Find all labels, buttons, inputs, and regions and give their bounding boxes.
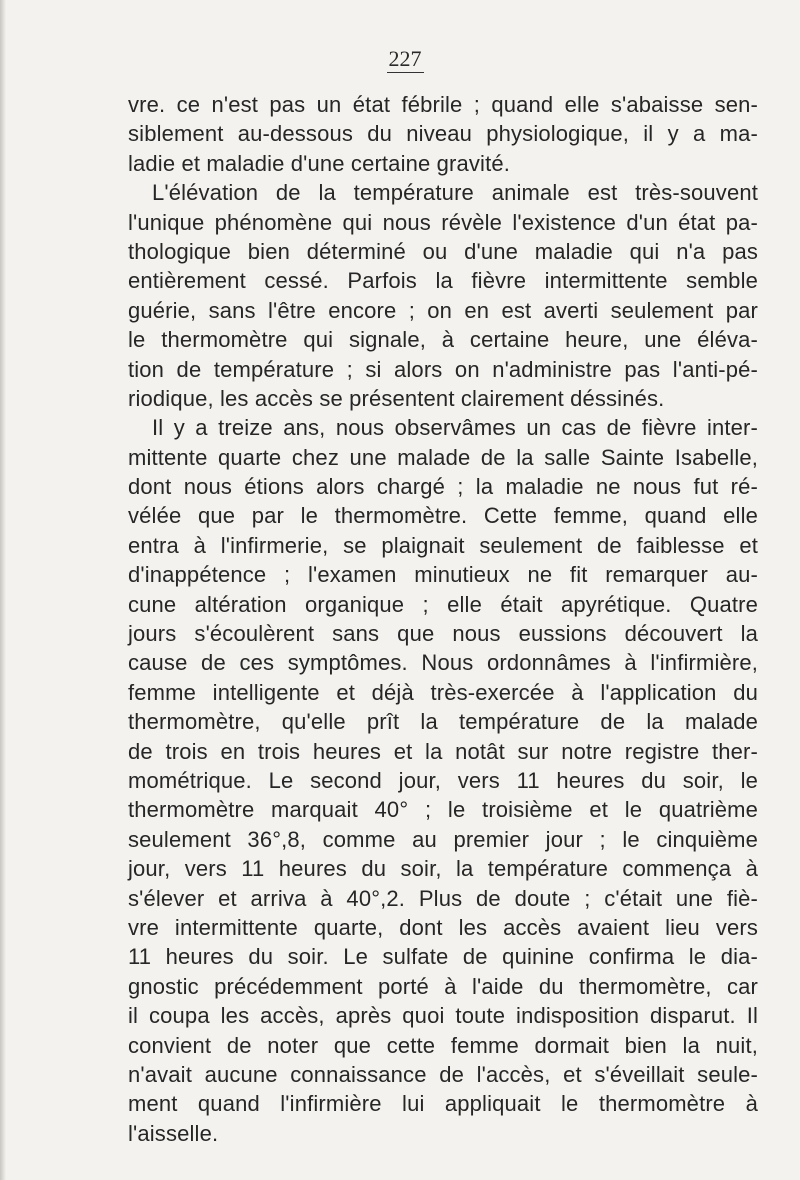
body-text (128, 90, 758, 1148)
text-line: jour, vers 11 heures du soir, la température commença à (128, 856, 758, 882)
text-line: siblement au-dessous du niveau physiologique, il y a ma- (128, 121, 758, 147)
text-line: entièrement cessé. Parfois la fièvre intermittente semble (128, 268, 758, 294)
text-line: tion de température ; si alors on n'administre pas l'anti-pé- (128, 356, 758, 382)
text-line: convient de noter que cette femme dormait bien la nuit, (128, 1032, 758, 1058)
text-line: guérie, sans l'être encore ; on en est averti seulement par (128, 297, 758, 323)
text-line: entra à l'infirmerie, se plaignait seulement de faiblesse et (128, 532, 758, 558)
text-line: vélée que par le thermomètre. Cette femme, quand elle (128, 503, 758, 529)
text-line: vre intermittente quarte, dont les accès avaient lieu vers (128, 914, 758, 940)
text-line: thermomètre marquait 40° ; le troisième et le quatrième (128, 797, 758, 823)
text-line: il coupa les accès, après quoi toute indisposition disparut. Il (128, 1003, 758, 1029)
text-line: seulement 36°,8, comme au premier jour ; le cinquième (128, 826, 758, 852)
text-line: mométrique. Le second jour, vers 11 heures du soir, le (128, 767, 758, 793)
text-line: jours s'écoulèrent sans que nous eussions découvert la (128, 621, 758, 647)
text-line: n'avait aucune connaissance de l'accès, et s'éveillait seule- (128, 1061, 758, 1087)
page-number-text: 227 (388, 46, 422, 71)
text-line: 11 heures du soir. Le sulfate de quinine confirma le dia- (128, 944, 758, 970)
text-line: l'unique phénomène qui nous révèle l'existence d'un état pa- (128, 209, 758, 235)
text-line: riodique, les accès se présentent clairement déssinés. (128, 385, 665, 411)
text-line: l'aisselle. (128, 1120, 219, 1146)
text-line: vre. ce n'est pas un état fébrile ; quand elle s'abaisse sen- (128, 92, 758, 117)
text-line: mittente quarte chez une malade de la salle Sainte Isabelle, (128, 444, 758, 470)
text-line: cune altération organique ; elle était apyrétique. Quatre (128, 591, 758, 617)
text-line: thologique bien déterminé ou d'une maladie qui n'a pas (128, 238, 758, 264)
text-line: de trois en trois heures et la notât sur notre registre ther- (128, 738, 758, 764)
text-line: gnostic précédemment porté à l'aide du thermomètre, car (128, 973, 758, 999)
text-line: L'élévation de la température animale est très-souvent (152, 180, 758, 206)
text-line: le thermomètre qui signale, à certaine heure, une éléva- (128, 327, 758, 353)
page-number (0, 46, 800, 73)
text-line: femme intelligente et déjà très-exercée à l'application du (128, 679, 758, 705)
page-binding-shadow (0, 0, 6, 1180)
text-line: ment quand l'infirmière lui appliquait le thermomètre à (128, 1091, 758, 1117)
text-line: thermomètre, qu'elle prît la température de la malade (128, 709, 758, 735)
text-line: dont nous étions alors chargé ; la maladie ne nous fut ré- (128, 474, 758, 500)
text-line: Il y a treize ans, nous observâmes un cas de fièvre inter- (152, 415, 758, 441)
text-line: ladie et maladie d'une certaine gravité. (128, 150, 510, 176)
text-line: s'élever et arriva à 40°,2. Plus de doute ; c'était une fiè- (128, 885, 758, 911)
text-line: d'inappétence ; l'examen minutieux ne fit remarquer au- (128, 562, 758, 588)
text-line: cause de ces symptômes. Nous ordonnâmes à l'infirmière, (128, 650, 758, 676)
